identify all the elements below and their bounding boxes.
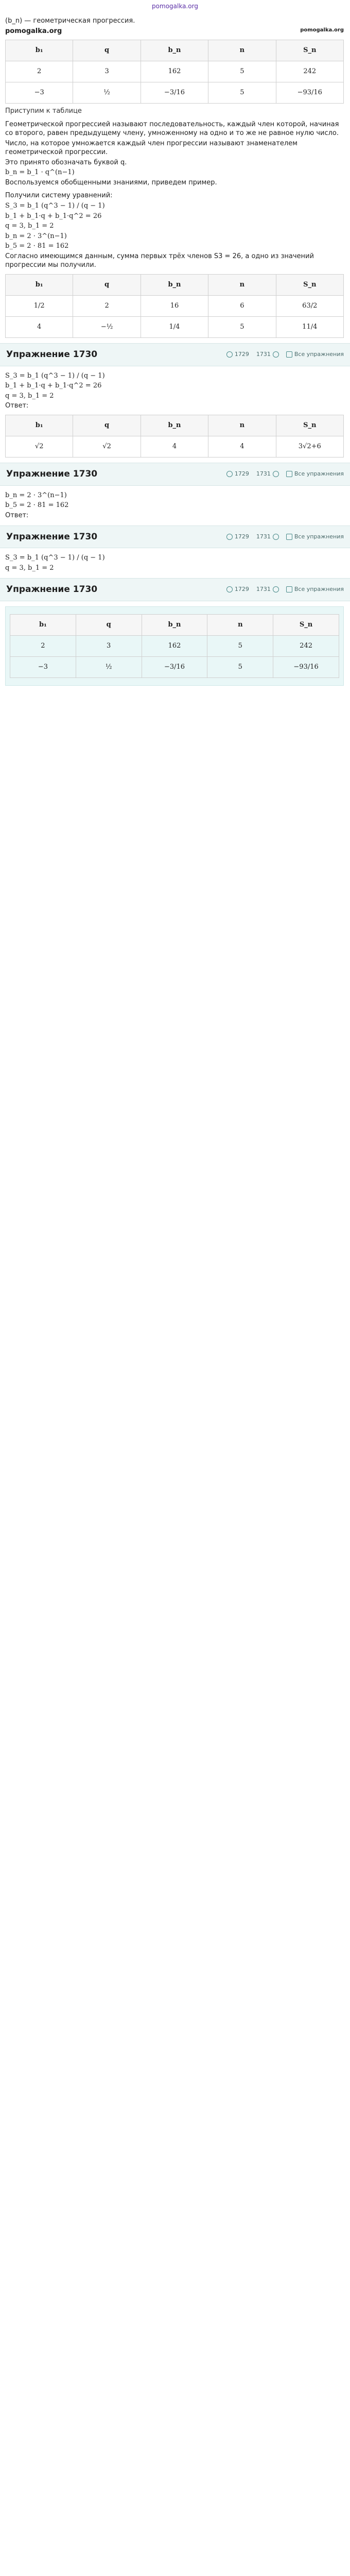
exercise-line: q = 3, b_1 = 2 bbox=[5, 564, 54, 572]
exercise-line: S_3 = b_1 (q^3 − 1) / (q − 1) bbox=[5, 554, 105, 562]
table-cell: 63/2 bbox=[276, 295, 343, 316]
table-cell: 3√2+6 bbox=[276, 436, 343, 457]
table-header-cell: b₁ bbox=[10, 614, 76, 635]
table-header-cell: S_n bbox=[273, 614, 339, 635]
data-table-3 bbox=[5, 415, 344, 457]
list-icon bbox=[286, 534, 292, 540]
all-exercises-button[interactable] bbox=[286, 470, 344, 478]
prev-icon bbox=[226, 586, 233, 592]
table-header-cell: S_n bbox=[276, 40, 343, 61]
table-cell: −3/16 bbox=[142, 656, 207, 677]
table-header-cell: b₁ bbox=[6, 415, 73, 436]
table-header-cell: n bbox=[208, 274, 276, 295]
next-exercise-button[interactable] bbox=[256, 470, 279, 478]
next-icon bbox=[273, 471, 279, 477]
bottom-highlight bbox=[5, 606, 344, 686]
exercise-header-1 bbox=[0, 343, 350, 366]
table-header-cell: b₁ bbox=[6, 40, 73, 61]
exercise-title: Упражнение 1730 bbox=[6, 468, 98, 479]
table-header-cell: n bbox=[207, 614, 273, 635]
exercise-body-2 bbox=[5, 491, 344, 520]
exercise-line: b_1 + b_1·q + b_1·q^2 = 26 bbox=[5, 382, 102, 390]
table-header-cell: S_n bbox=[276, 274, 343, 295]
prev-exercise-button[interactable] bbox=[226, 533, 249, 541]
table-cell: −93/16 bbox=[273, 656, 339, 677]
exercise-answer: Ответ: bbox=[5, 512, 29, 519]
all-exercises-button[interactable] bbox=[286, 586, 344, 594]
exercise-answer: Ответ: bbox=[5, 402, 29, 410]
table-cell: 3 bbox=[76, 635, 142, 656]
exercise-title: Упражнение 1730 bbox=[6, 531, 98, 542]
all-exercises-label: Все упражнения bbox=[294, 533, 344, 540]
table-cell: 16 bbox=[141, 295, 208, 316]
table-cell: √2 bbox=[73, 436, 141, 457]
table-cell: 4 bbox=[6, 316, 73, 337]
table-cell: −3 bbox=[10, 656, 76, 677]
table-cell: 5 bbox=[207, 656, 273, 677]
prev-exercise-button[interactable] bbox=[226, 351, 249, 359]
table-cell: 162 bbox=[141, 61, 208, 82]
table-cell: −3/16 bbox=[141, 82, 208, 104]
prev-icon bbox=[226, 534, 233, 540]
next-icon bbox=[273, 586, 279, 592]
solution-step-2: b_1 + b_1·q + b_1·q^2 = 26 bbox=[5, 212, 102, 220]
table-header-cell: b_n bbox=[141, 40, 208, 61]
all-exercises-label: Все упражнения bbox=[294, 470, 344, 478]
table-header-cell: b_n bbox=[141, 415, 208, 436]
list-icon bbox=[286, 586, 292, 592]
table-cell: ½ bbox=[73, 82, 141, 104]
next-exercise-label: 1731 bbox=[256, 350, 271, 358]
exercise-body-3 bbox=[5, 553, 344, 572]
page-content bbox=[0, 16, 350, 686]
solution-step-3: q = 3, b_1 = 2 bbox=[5, 222, 54, 230]
prev-exercise-label: 1729 bbox=[234, 350, 249, 358]
table-cell: √2 bbox=[6, 436, 73, 457]
exercise-nav bbox=[226, 470, 344, 478]
table-cell: 2 bbox=[73, 295, 141, 316]
solution-block bbox=[5, 191, 344, 269]
all-exercises-label: Все упражнения bbox=[294, 585, 344, 592]
prev-exercise-button[interactable] bbox=[226, 470, 249, 478]
formula-line: b_n = b_1 · q^(n−1) bbox=[5, 168, 75, 177]
table-cell: 242 bbox=[276, 61, 343, 82]
solution-step-1: S_3 = b_1 (q^3 − 1) / (q − 1) bbox=[5, 202, 105, 210]
next-exercise-button[interactable] bbox=[256, 586, 279, 594]
next-icon bbox=[273, 534, 279, 540]
prev-exercise-button[interactable] bbox=[226, 586, 249, 594]
table-cell: 5 bbox=[208, 61, 276, 82]
table-cell: 3 bbox=[73, 61, 141, 82]
table-cell: 5 bbox=[208, 82, 276, 104]
table-cell: 2 bbox=[10, 635, 76, 656]
definition-text: Геометрической прогрессией называют последовательность, каждый член которой, начиная со второго, равен предыдущему члену, умноженному на одно и то же не равное нулю число. bbox=[5, 120, 339, 138]
data-table-2 bbox=[5, 274, 344, 338]
all-exercises-button[interactable] bbox=[286, 533, 344, 541]
definition-block bbox=[5, 120, 344, 188]
exercise-line: b_n = 2 · 3^(n−1) bbox=[5, 491, 67, 499]
table-header-cell: n bbox=[208, 415, 276, 436]
list-icon bbox=[286, 471, 292, 477]
table-cell: 4 bbox=[141, 436, 208, 457]
exercise-line: b_5 = 2 · 81 = 162 bbox=[5, 501, 69, 510]
table-header-cell: S_n bbox=[276, 415, 343, 436]
site-header-url[interactable] bbox=[0, 0, 350, 15]
exercise-title: Упражнение 1730 bbox=[6, 584, 98, 595]
table-header-cell: b_n bbox=[142, 614, 207, 635]
prev-exercise-label: 1729 bbox=[234, 585, 249, 592]
table-cell: 1/4 bbox=[141, 316, 208, 337]
watermark-small: pomogalka.org bbox=[300, 27, 344, 33]
watermark: pomogalka.org bbox=[5, 27, 62, 35]
exercise-header-4 bbox=[0, 578, 350, 601]
table-cell: 162 bbox=[142, 635, 207, 656]
table-cell: −3 bbox=[6, 82, 73, 104]
table-header-cell: b₁ bbox=[6, 274, 73, 295]
exercise-nav bbox=[226, 586, 344, 594]
all-exercises-label: Все упражнения bbox=[294, 350, 344, 358]
data-table-1 bbox=[5, 40, 344, 104]
table-cell: 5 bbox=[208, 316, 276, 337]
table-cell: 11/4 bbox=[276, 316, 343, 337]
intro-block bbox=[5, 16, 344, 36]
table-caption-block bbox=[5, 107, 344, 116]
formula-intro: Это принято обозначать буквой q. bbox=[5, 158, 127, 166]
table-cell: −½ bbox=[73, 316, 141, 337]
table-header-cell: q bbox=[76, 614, 142, 635]
table-cell: 1/2 bbox=[6, 295, 73, 316]
proof-line: Воспользуемся обобщенными знаниями, приведем пример. bbox=[5, 178, 217, 187]
next-exercise-button[interactable] bbox=[256, 533, 279, 541]
list-icon bbox=[286, 351, 292, 358]
prev-icon bbox=[226, 351, 233, 358]
exercise-line: S_3 = b_1 (q^3 − 1) / (q − 1) bbox=[5, 371, 105, 380]
next-icon bbox=[273, 351, 279, 358]
prev-exercise-label: 1729 bbox=[234, 533, 249, 540]
next-exercise-label: 1731 bbox=[256, 585, 271, 592]
next-exercise-button[interactable] bbox=[256, 351, 279, 359]
exercise-line: q = 3, b_1 = 2 bbox=[5, 392, 54, 400]
next-exercise-label: 1731 bbox=[256, 470, 271, 478]
header-url-text[interactable]: pomogalka.org bbox=[152, 3, 198, 10]
table-header-cell: q bbox=[73, 274, 141, 295]
exercise-header-3 bbox=[0, 526, 350, 549]
table-cell: ½ bbox=[76, 656, 142, 677]
conclusion: Согласно имеющимся данным, сумма первых трёх членов S3 = 26, а одно из значений прогрессии мы получили. bbox=[5, 252, 314, 269]
table-header-cell: b_n bbox=[141, 274, 208, 295]
next-exercise-label: 1731 bbox=[256, 533, 271, 540]
data-table-4 bbox=[10, 614, 339, 678]
table-cell: 242 bbox=[273, 635, 339, 656]
table-cell: 4 bbox=[208, 436, 276, 457]
exercise-nav bbox=[226, 351, 344, 359]
solution-system-label: Получили систему уравнений: bbox=[5, 192, 113, 200]
table-cell: 6 bbox=[208, 295, 276, 316]
all-exercises-button[interactable] bbox=[286, 351, 344, 359]
prev-icon bbox=[226, 471, 233, 477]
table-caption: Приступим к таблице bbox=[5, 107, 82, 115]
table-cell: −93/16 bbox=[276, 82, 343, 104]
table-header-cell: n bbox=[208, 40, 276, 61]
table-cell: 5 bbox=[207, 635, 273, 656]
definition-text-2: Число, на которое умножается каждый член прогрессии называют знаменателем геометрической прогрессии. bbox=[5, 139, 297, 157]
intro-text: (b_n) — геометрическая прогрессия. bbox=[5, 17, 135, 25]
solution-step-5: b_5 = 2 · 81 = 162 bbox=[5, 242, 69, 250]
exercise-title: Упражнение 1730 bbox=[6, 349, 98, 360]
table-header-cell: q bbox=[73, 415, 141, 436]
exercise-body-1 bbox=[5, 371, 344, 411]
table-header-cell: q bbox=[73, 40, 141, 61]
prev-exercise-label: 1729 bbox=[234, 470, 249, 478]
table-cell: 2 bbox=[6, 61, 73, 82]
exercise-header-2 bbox=[0, 463, 350, 486]
exercise-nav bbox=[226, 533, 344, 541]
solution-step-4: b_n = 2 · 3^(n−1) bbox=[5, 232, 67, 240]
